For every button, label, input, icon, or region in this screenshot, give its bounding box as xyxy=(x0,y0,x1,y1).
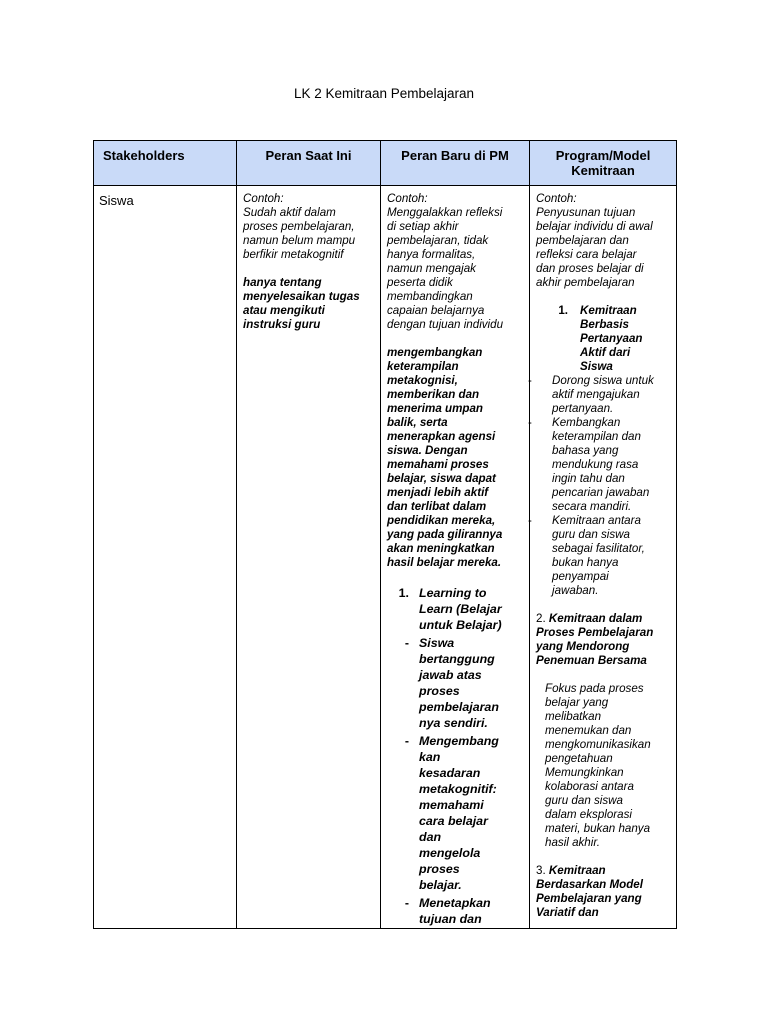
description-line: hasil akhir. xyxy=(545,836,600,849)
new-bold-line-15: akan meningkatkan xyxy=(387,542,495,555)
program-item-1-bullets xyxy=(528,374,675,598)
bullet-item xyxy=(528,514,675,598)
program-contoh-label: Contoh: xyxy=(536,192,577,205)
bullet-dash: - xyxy=(404,636,409,650)
bullet-item xyxy=(528,416,675,514)
program-line-1: Penyusunan tujuan xyxy=(536,206,636,219)
bullet-line: kan xyxy=(419,750,441,764)
program-item-1-line: Siswa xyxy=(580,360,613,373)
bullet-line: Menetapkan xyxy=(419,896,491,910)
bullet-line: bahasa yang xyxy=(552,444,619,457)
header-program-line2: Kemitraan xyxy=(571,163,635,178)
new-bold-line-7: menerapkan agensi xyxy=(387,430,496,443)
program-item-1-line: Kemitraan xyxy=(580,304,637,317)
current-line-1: Sudah aktif dalam xyxy=(243,206,336,219)
bullet-line: aktif mengajukan xyxy=(552,388,640,401)
bullet-line: Siswa xyxy=(419,636,455,650)
bullet-line: Kemitraan antara xyxy=(552,514,641,527)
bullet-line: Kembangkan xyxy=(552,416,621,429)
program-cell xyxy=(528,192,675,920)
table-border-right xyxy=(676,140,677,929)
program-item-3-line: Variatif dan xyxy=(536,906,599,919)
program-item-2-title: Kemitraan dalam xyxy=(548,612,643,625)
new-line-8: capaian belajarnya xyxy=(387,304,485,317)
page-title: LK 2 Kemitraan Pembelajaran xyxy=(293,86,475,101)
bullet-line: keterampilan dan xyxy=(552,430,641,443)
bullet-line: pembelajaran xyxy=(419,700,499,714)
new-bold-line-5: menerima umpan xyxy=(387,402,483,415)
current-line-2: proses pembelajaran, xyxy=(243,220,355,233)
new-line-5: namun mengajak xyxy=(387,262,476,275)
program-line-3: pembelajaran dan xyxy=(536,234,629,247)
new-line-1: Menggalakkan refleksi xyxy=(387,206,503,219)
partnership-table xyxy=(93,140,677,929)
bullet-line: metakognitif: xyxy=(419,782,497,796)
program-line-6: akhir pembelajaran xyxy=(536,276,635,289)
new-bold-line-8: siswa. Dengan xyxy=(387,444,468,457)
current-bold-line-3: atau mengikuti xyxy=(243,304,325,317)
program-item-2 xyxy=(536,612,675,668)
new-bold-line-10: belajar, siswa dapat xyxy=(387,472,496,485)
list-number: 1. xyxy=(398,586,409,600)
bullet-line: Mengembang xyxy=(419,734,499,748)
bullet-line: guru dan siswa xyxy=(552,528,630,541)
program-item-3 xyxy=(536,864,675,920)
header-program-line1: Program/Model xyxy=(555,148,651,163)
new-bold-line-12: dan terlibat dalam xyxy=(387,500,487,513)
new-bold-line-4: memberikan dan xyxy=(387,388,480,401)
bullet-line: memahami xyxy=(419,798,484,812)
new-bold-line-1: mengembangkan xyxy=(387,346,483,359)
description-line: Memungkinkan xyxy=(545,766,624,779)
new-bold-line-3: metakognisi, xyxy=(387,374,458,387)
bullet-line: sebagai fasilitator, xyxy=(552,542,645,555)
program-item-2-line: yang Mendorong xyxy=(536,640,630,653)
bullet-dash: - xyxy=(528,374,532,387)
list-item xyxy=(387,585,527,633)
program-line-5: dan proses belajar di xyxy=(536,262,644,275)
header-new-role: Peran Baru di PM xyxy=(401,148,509,163)
new-bold-line-2: keterampilan xyxy=(387,360,459,373)
bullet-dash: - xyxy=(404,734,409,748)
new-bold-line-14: yang pada gilirannya xyxy=(387,528,503,541)
description-line: dalam eksplorasi xyxy=(545,808,632,821)
bullet-line: belajar. xyxy=(419,878,462,892)
header-program-model xyxy=(530,148,676,178)
program-item-3-line: Berdasarkan Model xyxy=(536,878,643,891)
program-line-4: refleksi cara belajar xyxy=(536,248,637,261)
bullet-line: cara belajar xyxy=(419,814,488,828)
new-line-6: peserta didik xyxy=(387,276,453,289)
description-line: materi, bukan hanya xyxy=(545,822,651,835)
new-contoh-label: Contoh: xyxy=(387,192,428,205)
bullet-line: kesadaran xyxy=(419,766,481,780)
new-role-cell xyxy=(387,192,527,927)
bullet-line: bukan hanya xyxy=(552,556,619,569)
table-border-left xyxy=(93,140,94,929)
bullet-line: jawab atas xyxy=(419,668,482,682)
bullet-line: pencarian jawaban xyxy=(552,486,650,499)
description-line: belajar yang xyxy=(545,696,609,709)
program-item-3-title: Kemitraan xyxy=(548,864,606,877)
bullet-line: ingin tahu dan xyxy=(552,472,625,485)
list-title-line: untuk Belajar) xyxy=(419,618,502,632)
bullet-item xyxy=(387,733,527,893)
description-line: guru dan siswa xyxy=(545,794,623,807)
stakeholder-name: Siswa xyxy=(99,193,134,208)
program-item-2-line: Proses Pembelajaran xyxy=(536,626,654,639)
program-item-1-line: Berbasis xyxy=(580,318,629,331)
description-line: menemukan dan xyxy=(545,724,632,737)
bullet-dash: - xyxy=(528,514,532,527)
bullet-item xyxy=(387,895,527,927)
program-item-1-line: Aktif dari xyxy=(580,346,631,359)
bullet-line: dan xyxy=(419,830,442,844)
header-current-role: Peran Saat Ini xyxy=(265,148,352,163)
table-border-top xyxy=(93,140,677,141)
description-line: melibatkan xyxy=(545,710,602,723)
program-item-1-line: Pertanyaan xyxy=(580,332,643,345)
header-stakeholders: Stakeholders xyxy=(103,148,185,163)
bullet-line: jawaban. xyxy=(552,584,599,597)
description-line: pengetahuan xyxy=(545,752,613,765)
new-line-4: hanya formalitas, xyxy=(387,248,476,261)
bullet-line: tujuan dan xyxy=(419,912,482,926)
program-item-2-description xyxy=(545,682,675,850)
new-line-9: dengan tujuan individu xyxy=(387,318,504,331)
table-border-bottom xyxy=(93,928,677,929)
bullet-line: proses xyxy=(419,862,460,876)
program-item-3-number: 3. xyxy=(536,864,546,877)
column-divider-1 xyxy=(236,140,237,929)
description-line: kolaborasi antara xyxy=(545,780,634,793)
description-line: Fokus pada proses xyxy=(545,682,644,695)
list-title-line: Learn (Belajar xyxy=(419,602,502,616)
bullet-dash: - xyxy=(404,896,409,910)
new-bold-line-16: hasil belajar mereka. xyxy=(387,556,502,569)
new-bold-line-11: menjadi lebih aktif xyxy=(387,486,489,499)
new-line-2: di setiap akhir xyxy=(387,220,459,233)
bullet-line: pertanyaan. xyxy=(552,402,614,415)
current-line-4: berfikir metakognitif xyxy=(243,248,344,261)
description-line: mengkomunikasikan xyxy=(545,738,651,751)
program-item-1 xyxy=(546,304,675,374)
new-bold-line-9: memahami proses xyxy=(387,458,489,471)
current-bold-line-2: menyelesaikan tugas xyxy=(243,290,360,303)
new-line-3: pembelajaran, tidak xyxy=(387,234,489,247)
new-bold-line-13: pendidikan mereka, xyxy=(387,514,496,527)
bullet-item xyxy=(387,635,527,731)
new-bold-line-6: balik, serta xyxy=(387,416,448,429)
stakeholder-cell xyxy=(99,193,229,208)
bullet-line: Dorong siswa untuk xyxy=(552,374,654,387)
column-divider-2 xyxy=(380,140,381,929)
bullet-line: mengelola xyxy=(419,846,481,860)
bullet-line: mendukung rasa xyxy=(552,458,639,471)
program-item-2-line: Penemuan Bersama xyxy=(536,654,647,667)
current-bold-line-4: instruksi guru xyxy=(243,318,321,331)
bullet-line: secara mandiri. xyxy=(552,500,632,513)
current-contoh-label: Contoh: xyxy=(243,192,284,205)
program-item-3-line: Pembelajaran yang xyxy=(536,892,642,905)
bullet-line: penyampai xyxy=(552,570,609,583)
program-line-2: belajar individu di awal xyxy=(536,220,653,233)
current-role-cell xyxy=(243,192,379,332)
bullet-dash: - xyxy=(528,416,532,429)
program-item-2-number: 2. xyxy=(536,612,546,625)
bullet-line: proses xyxy=(419,684,460,698)
header-divider xyxy=(93,185,677,186)
current-line-3: namun belum mampu xyxy=(243,234,356,247)
new-line-7: membandingkan xyxy=(387,290,473,303)
current-bold-line-1: hanya tentang xyxy=(243,276,322,289)
bullet-line: bertanggung xyxy=(419,652,495,666)
bullet-item xyxy=(528,374,675,416)
list-title-line: Learning to xyxy=(419,586,487,600)
bullet-line: nya sendiri. xyxy=(419,716,488,730)
learning-list xyxy=(387,585,527,927)
program-item-1-number: 1. xyxy=(558,304,568,317)
